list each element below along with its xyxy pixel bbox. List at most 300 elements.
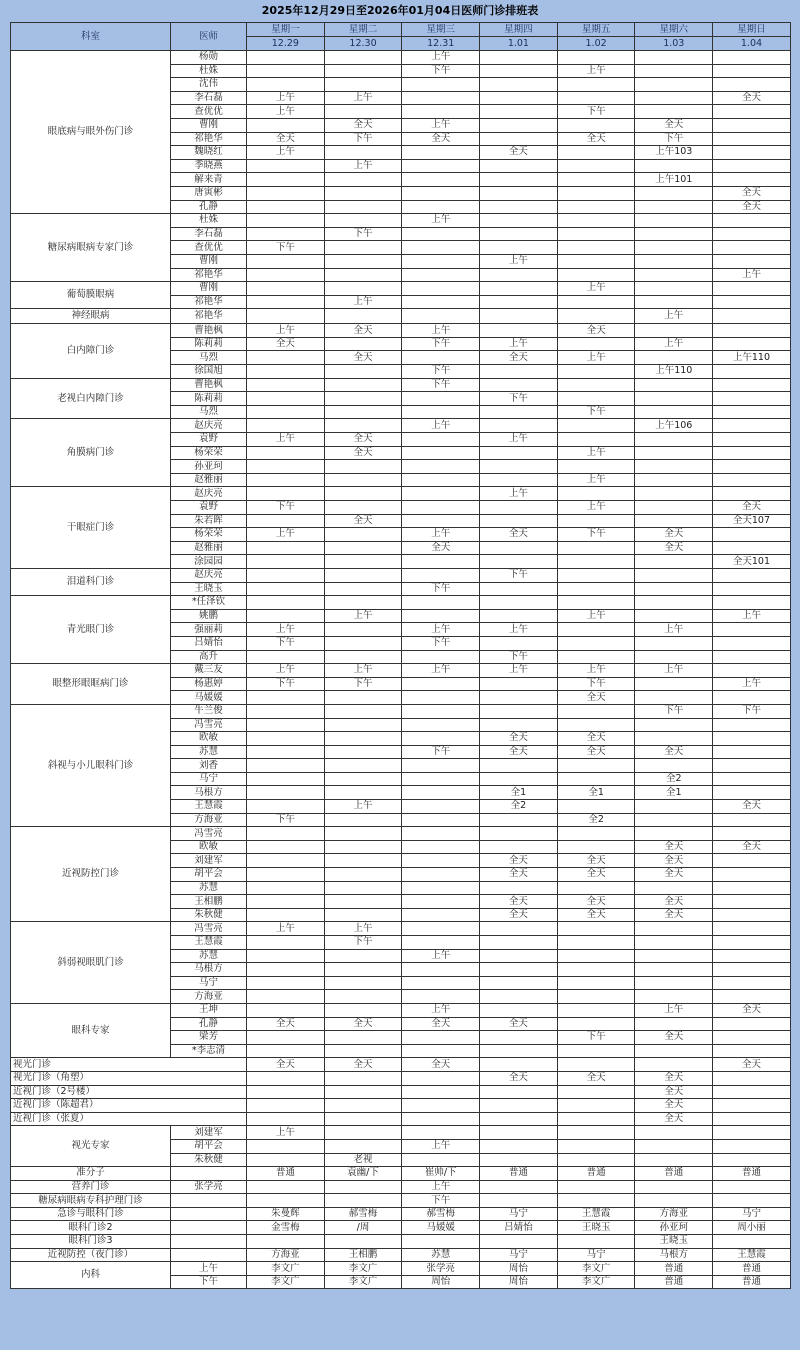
schedule-table <box>10 22 791 1289</box>
slot-cell <box>713 64 791 78</box>
slot-cell <box>402 990 480 1004</box>
header-row-week <box>11 23 791 37</box>
slot-cell: 上午 <box>557 64 635 78</box>
slot-cell <box>324 881 402 895</box>
doctor-cell: *李志清 <box>171 1044 247 1058</box>
dept-cell: 糖尿病眼病专科护理门诊 <box>11 1194 171 1208</box>
slot-cell: 老视 <box>324 1153 402 1167</box>
doctor-cell: 刘建军 <box>171 1126 247 1140</box>
slot-cell: 下午 <box>557 105 635 119</box>
slot-cell: 下午 <box>480 650 558 664</box>
slot-cell <box>247 295 325 309</box>
slot-cell <box>324 854 402 868</box>
slot-cell: 全天 <box>480 868 558 882</box>
slot-cell: 下午 <box>480 392 558 406</box>
slot-cell: /周 <box>324 1221 402 1235</box>
slot-cell: 上午110 <box>713 351 791 365</box>
slot-cell <box>557 840 635 854</box>
slot-cell: 上午 <box>324 664 402 678</box>
slot-cell <box>247 227 325 241</box>
slot-cell <box>557 91 635 105</box>
slot-cell <box>247 282 325 296</box>
slot-cell <box>713 433 791 447</box>
slot-cell <box>402 282 480 296</box>
schedule-row <box>11 309 791 324</box>
slot-cell: 上午 <box>402 528 480 542</box>
slot-cell <box>713 922 791 936</box>
doctor-cell: 唐寅彬 <box>171 186 247 200</box>
slot-cell <box>324 1003 402 1017</box>
slot-cell <box>635 200 713 214</box>
slot-cell: 上午 <box>635 337 713 351</box>
slot-cell: 普通 <box>713 1275 791 1289</box>
slot-cell: 全天 <box>557 854 635 868</box>
schedule-row <box>11 1235 791 1249</box>
schedule-row <box>11 1207 791 1221</box>
slot-cell <box>557 759 635 773</box>
slot-cell: 下午 <box>557 677 635 691</box>
doctor-cell: 杨荣荣 <box>171 446 247 460</box>
dept-cell: 干眼症门诊 <box>11 487 171 569</box>
slot-cell <box>713 1031 791 1045</box>
doctor-cell: 赵庆亮 <box>171 419 247 433</box>
slot-cell <box>557 949 635 963</box>
doctor-cell: 马根方 <box>171 963 247 977</box>
slot-cell: 上午 <box>480 664 558 678</box>
doctor-cell: 查优优 <box>171 105 247 119</box>
slot-cell <box>480 378 558 392</box>
doctor-cell: 赵雅丽 <box>171 473 247 487</box>
slot-cell <box>480 186 558 200</box>
dept-cell: 近视门诊（张夏） <box>11 1112 247 1126</box>
slot-cell <box>402 596 480 610</box>
slot-cell <box>713 378 791 392</box>
slot-cell <box>324 309 402 324</box>
slot-cell: 上午 <box>713 609 791 623</box>
slot-cell <box>480 1044 558 1058</box>
doctor-cell: 解来青 <box>171 173 247 187</box>
slot-cell <box>557 186 635 200</box>
slot-cell <box>247 309 325 324</box>
slot-cell <box>635 555 713 569</box>
slot-cell: 下午 <box>402 582 480 596</box>
slot-cell <box>635 936 713 950</box>
slot-cell <box>402 1085 480 1099</box>
doctor-cell: 魏晓红 <box>171 146 247 160</box>
slot-cell <box>324 840 402 854</box>
slot-cell <box>402 186 480 200</box>
slot-cell <box>557 487 635 501</box>
slot-cell: 全天 <box>713 186 791 200</box>
slot-cell <box>557 146 635 160</box>
slot-cell: 下午 <box>713 704 791 718</box>
slot-cell <box>402 868 480 882</box>
date-header: 1.03 <box>635 37 713 51</box>
slot-cell: 朱曼辉 <box>247 1207 325 1221</box>
slot-cell: 全天 <box>324 351 402 365</box>
doctor-cell: 方海亚 <box>171 813 247 827</box>
slot-cell <box>324 78 402 92</box>
slot-cell: 全天 <box>557 908 635 922</box>
slot-cell: 上午 <box>480 487 558 501</box>
slot-cell: 上午 <box>402 1180 480 1194</box>
slot-cell <box>324 1112 402 1126</box>
slot-cell <box>557 1017 635 1031</box>
slot-cell <box>247 650 325 664</box>
slot-cell <box>402 268 480 282</box>
slot-cell: 马宁 <box>713 1207 791 1221</box>
slot-cell <box>557 1235 635 1249</box>
slot-cell <box>713 487 791 501</box>
slot-cell <box>557 1194 635 1208</box>
doctor-cell: 冯雪亮 <box>171 922 247 936</box>
slot-cell: 全天 <box>713 501 791 515</box>
doctor-cell: 赵庆亮 <box>171 568 247 582</box>
date-header: 1.01 <box>480 37 558 51</box>
slot-cell <box>324 200 402 214</box>
schedule-row <box>11 1058 791 1072</box>
slot-cell <box>713 596 791 610</box>
slot-cell <box>713 241 791 255</box>
slot-cell <box>402 173 480 187</box>
slot-cell <box>557 254 635 268</box>
slot-cell <box>635 268 713 282</box>
slot-cell <box>635 78 713 92</box>
slot-cell <box>713 868 791 882</box>
slot-cell <box>713 623 791 637</box>
slot-cell <box>635 351 713 365</box>
slot-cell <box>402 501 480 515</box>
slot-cell <box>324 868 402 882</box>
slot-cell <box>635 433 713 447</box>
slot-cell <box>324 1194 402 1208</box>
slot-cell <box>247 1235 325 1249</box>
slot-cell: 全天 <box>635 868 713 882</box>
slot-cell <box>713 650 791 664</box>
slot-cell <box>247 1194 325 1208</box>
slot-cell: 全天 <box>480 854 558 868</box>
slot-cell <box>557 704 635 718</box>
slot-cell <box>324 365 402 379</box>
weekday-header: 星期二 <box>324 23 402 37</box>
slot-cell <box>480 922 558 936</box>
slot-cell <box>713 254 791 268</box>
slot-cell: 李文广 <box>557 1275 635 1289</box>
slot-cell: 上午 <box>557 664 635 678</box>
dept-cell: 内科 <box>11 1262 171 1289</box>
schedule-row <box>11 596 791 610</box>
slot-cell: 普通 <box>480 1167 558 1181</box>
slot-cell: 孙亚珂 <box>635 1221 713 1235</box>
schedule-row <box>11 1180 791 1194</box>
slot-cell <box>247 949 325 963</box>
slot-cell: 下午 <box>557 528 635 542</box>
slot-cell <box>557 241 635 255</box>
doctor-cell: 杨勋 <box>171 51 247 65</box>
slot-cell <box>324 786 402 800</box>
slot-cell: 全天 <box>713 1003 791 1017</box>
slot-cell <box>402 200 480 214</box>
slot-cell: 全1 <box>557 786 635 800</box>
slot-cell: 周怡 <box>480 1275 558 1289</box>
slot-cell <box>402 718 480 732</box>
doctor-cell: 苏慧 <box>171 745 247 759</box>
slot-cell <box>402 704 480 718</box>
slot-cell <box>480 295 558 309</box>
slot-cell: 普通 <box>713 1167 791 1181</box>
slot-cell: 全天 <box>480 1017 558 1031</box>
slot-cell <box>324 1031 402 1045</box>
schedule-row <box>11 1003 791 1017</box>
slot-cell <box>480 1126 558 1140</box>
doctor-cell: 曹艳枫 <box>171 378 247 392</box>
slot-cell: 王相鹏 <box>324 1248 402 1262</box>
slot-cell <box>324 405 402 419</box>
slot-cell: 全天 <box>247 1017 325 1031</box>
slot-cell <box>402 295 480 309</box>
doctor-cell: 沈伟 <box>171 78 247 92</box>
schedule-row <box>11 664 791 678</box>
slot-cell <box>324 568 402 582</box>
slot-cell <box>635 51 713 65</box>
slot-cell <box>247 881 325 895</box>
dept-cell: 近视门诊（2号楼） <box>11 1085 247 1099</box>
schedule-row <box>11 51 791 65</box>
slot-cell <box>324 623 402 637</box>
slot-cell <box>402 1031 480 1045</box>
slot-cell: 上午 <box>324 609 402 623</box>
doctor-cell: 杨惠婷 <box>171 677 247 691</box>
slot-cell <box>713 582 791 596</box>
slot-cell <box>402 881 480 895</box>
slot-cell <box>480 78 558 92</box>
slot-cell: 全天 <box>557 895 635 909</box>
slot-cell <box>324 337 402 351</box>
slot-cell: 苏慧 <box>402 1248 480 1262</box>
slot-cell <box>480 1058 558 1072</box>
slot-cell <box>324 582 402 596</box>
slot-cell <box>713 295 791 309</box>
doctor-cell: 祁艳华 <box>171 268 247 282</box>
doctor-cell <box>171 1248 247 1262</box>
slot-cell: 下午 <box>402 636 480 650</box>
slot-cell <box>557 1099 635 1113</box>
slot-cell <box>713 976 791 990</box>
slot-cell: 上午 <box>402 1003 480 1017</box>
schedule-row <box>11 1112 791 1126</box>
slot-cell <box>557 159 635 173</box>
slot-cell <box>557 718 635 732</box>
slot-cell: 下午 <box>402 64 480 78</box>
slot-cell: 王晓玉 <box>557 1221 635 1235</box>
slot-cell <box>402 800 480 814</box>
slot-cell <box>713 1071 791 1085</box>
slot-cell <box>713 118 791 132</box>
slot-cell: 全天 <box>402 1017 480 1031</box>
slot-cell <box>557 568 635 582</box>
dept-cell: 神经眼病 <box>11 309 171 324</box>
slot-cell <box>402 433 480 447</box>
slot-cell <box>635 282 713 296</box>
slot-cell: 下午 <box>247 813 325 827</box>
doctor-cell: 赵雅丽 <box>171 541 247 555</box>
slot-cell: 全天 <box>324 1058 402 1072</box>
slot-cell <box>402 1044 480 1058</box>
slot-cell <box>324 555 402 569</box>
slot-cell <box>713 78 791 92</box>
slot-cell <box>557 295 635 309</box>
slot-cell <box>402 91 480 105</box>
doctor-cell: 曹刚 <box>171 254 247 268</box>
slot-cell <box>480 1153 558 1167</box>
slot-cell <box>324 718 402 732</box>
slot-cell <box>247 473 325 487</box>
slot-cell <box>480 446 558 460</box>
slot-cell: 全天 <box>713 1058 791 1072</box>
slot-cell: 王慧霞 <box>713 1248 791 1262</box>
date-header: 12.31 <box>402 37 480 51</box>
schedule-row <box>11 1126 791 1140</box>
doctor-cell: 曹艳枫 <box>171 324 247 338</box>
slot-cell <box>247 800 325 814</box>
slot-cell <box>324 745 402 759</box>
slot-cell <box>247 772 325 786</box>
slot-cell <box>247 405 325 419</box>
slot-cell <box>635 91 713 105</box>
slot-cell <box>324 241 402 255</box>
slot-cell: 上午 <box>247 146 325 160</box>
slot-cell <box>713 159 791 173</box>
slot-cell: 上午 <box>635 623 713 637</box>
slot-cell: 袁幽/下 <box>324 1167 402 1181</box>
slot-cell: 下午 <box>324 936 402 950</box>
slot-cell: 全天 <box>480 745 558 759</box>
slot-cell: 李文广 <box>557 1262 635 1276</box>
slot-cell <box>402 908 480 922</box>
doctor-cell: 苏慧 <box>171 881 247 895</box>
slot-cell <box>324 1126 402 1140</box>
slot-cell: 全天107 <box>713 514 791 528</box>
slot-cell: 上午 <box>402 949 480 963</box>
slot-cell <box>402 609 480 623</box>
slot-cell <box>635 636 713 650</box>
slot-cell: 全天 <box>402 541 480 555</box>
doctor-cell: 祁艳华 <box>171 132 247 146</box>
slot-cell <box>324 105 402 119</box>
slot-cell <box>402 351 480 365</box>
slot-cell <box>324 596 402 610</box>
slot-cell <box>402 555 480 569</box>
slot-cell <box>713 324 791 338</box>
slot-cell <box>324 392 402 406</box>
slot-cell <box>713 460 791 474</box>
slot-cell <box>247 378 325 392</box>
schedule-row <box>11 378 791 392</box>
slot-cell <box>324 704 402 718</box>
slot-cell <box>324 759 402 773</box>
slot-cell <box>713 146 791 160</box>
slot-cell <box>713 1194 791 1208</box>
slot-cell <box>480 241 558 255</box>
slot-cell <box>247 1044 325 1058</box>
slot-cell <box>402 854 480 868</box>
slot-cell <box>247 1112 325 1126</box>
slot-cell: 李文广 <box>247 1262 325 1276</box>
slot-cell <box>402 759 480 773</box>
slot-cell <box>557 936 635 950</box>
slot-cell <box>247 609 325 623</box>
slot-cell <box>402 1112 480 1126</box>
slot-cell <box>635 241 713 255</box>
slot-cell <box>713 759 791 773</box>
slot-cell <box>247 568 325 582</box>
slot-cell <box>480 51 558 65</box>
schedule-row <box>11 568 791 582</box>
slot-cell <box>480 772 558 786</box>
slot-cell <box>557 963 635 977</box>
slot-cell <box>557 1003 635 1017</box>
slot-cell: 全1 <box>480 786 558 800</box>
slot-cell <box>324 827 402 841</box>
slot-cell: 全天 <box>324 324 402 338</box>
slot-cell <box>402 813 480 827</box>
slot-cell: 全2 <box>557 813 635 827</box>
slot-cell <box>635 582 713 596</box>
dept-cell: 近视防控门诊 <box>11 827 171 922</box>
slot-cell <box>713 854 791 868</box>
slot-cell <box>480 718 558 732</box>
doctor-cell: 张学亮 <box>171 1180 247 1194</box>
dept-cell: 糖尿病眼病专家门诊 <box>11 214 171 282</box>
slot-cell: 李文广 <box>324 1275 402 1289</box>
slot-cell: 全天 <box>713 200 791 214</box>
slot-cell <box>402 650 480 664</box>
slot-cell <box>324 473 402 487</box>
slot-cell <box>324 1099 402 1113</box>
slot-cell: 上午 <box>247 324 325 338</box>
slot-cell: 上午 <box>402 664 480 678</box>
slot-cell: 上午 <box>247 91 325 105</box>
slot-cell: 上午 <box>402 51 480 65</box>
slot-cell <box>635 732 713 746</box>
slot-cell <box>480 227 558 241</box>
slot-cell <box>557 309 635 324</box>
slot-cell <box>247 745 325 759</box>
slot-cell <box>402 1235 480 1249</box>
slot-cell: 上午103 <box>635 146 713 160</box>
slot-cell: 全天 <box>480 732 558 746</box>
slot-cell <box>557 1044 635 1058</box>
slot-cell <box>635 677 713 691</box>
slot-cell: 上午 <box>247 623 325 637</box>
slot-cell <box>713 1153 791 1167</box>
slot-cell <box>557 772 635 786</box>
slot-cell <box>324 772 402 786</box>
schedule-row <box>11 704 791 718</box>
slot-cell: 方海亚 <box>635 1207 713 1221</box>
doctor-cell: 陈莉莉 <box>171 337 247 351</box>
slot-cell <box>635 1139 713 1153</box>
slot-cell <box>247 78 325 92</box>
slot-cell <box>635 1058 713 1072</box>
slot-cell <box>247 1153 325 1167</box>
slot-cell <box>713 541 791 555</box>
slot-cell <box>402 895 480 909</box>
slot-cell <box>713 214 791 228</box>
doctor-cell: 高升 <box>171 650 247 664</box>
slot-cell <box>324 732 402 746</box>
slot-cell <box>247 64 325 78</box>
